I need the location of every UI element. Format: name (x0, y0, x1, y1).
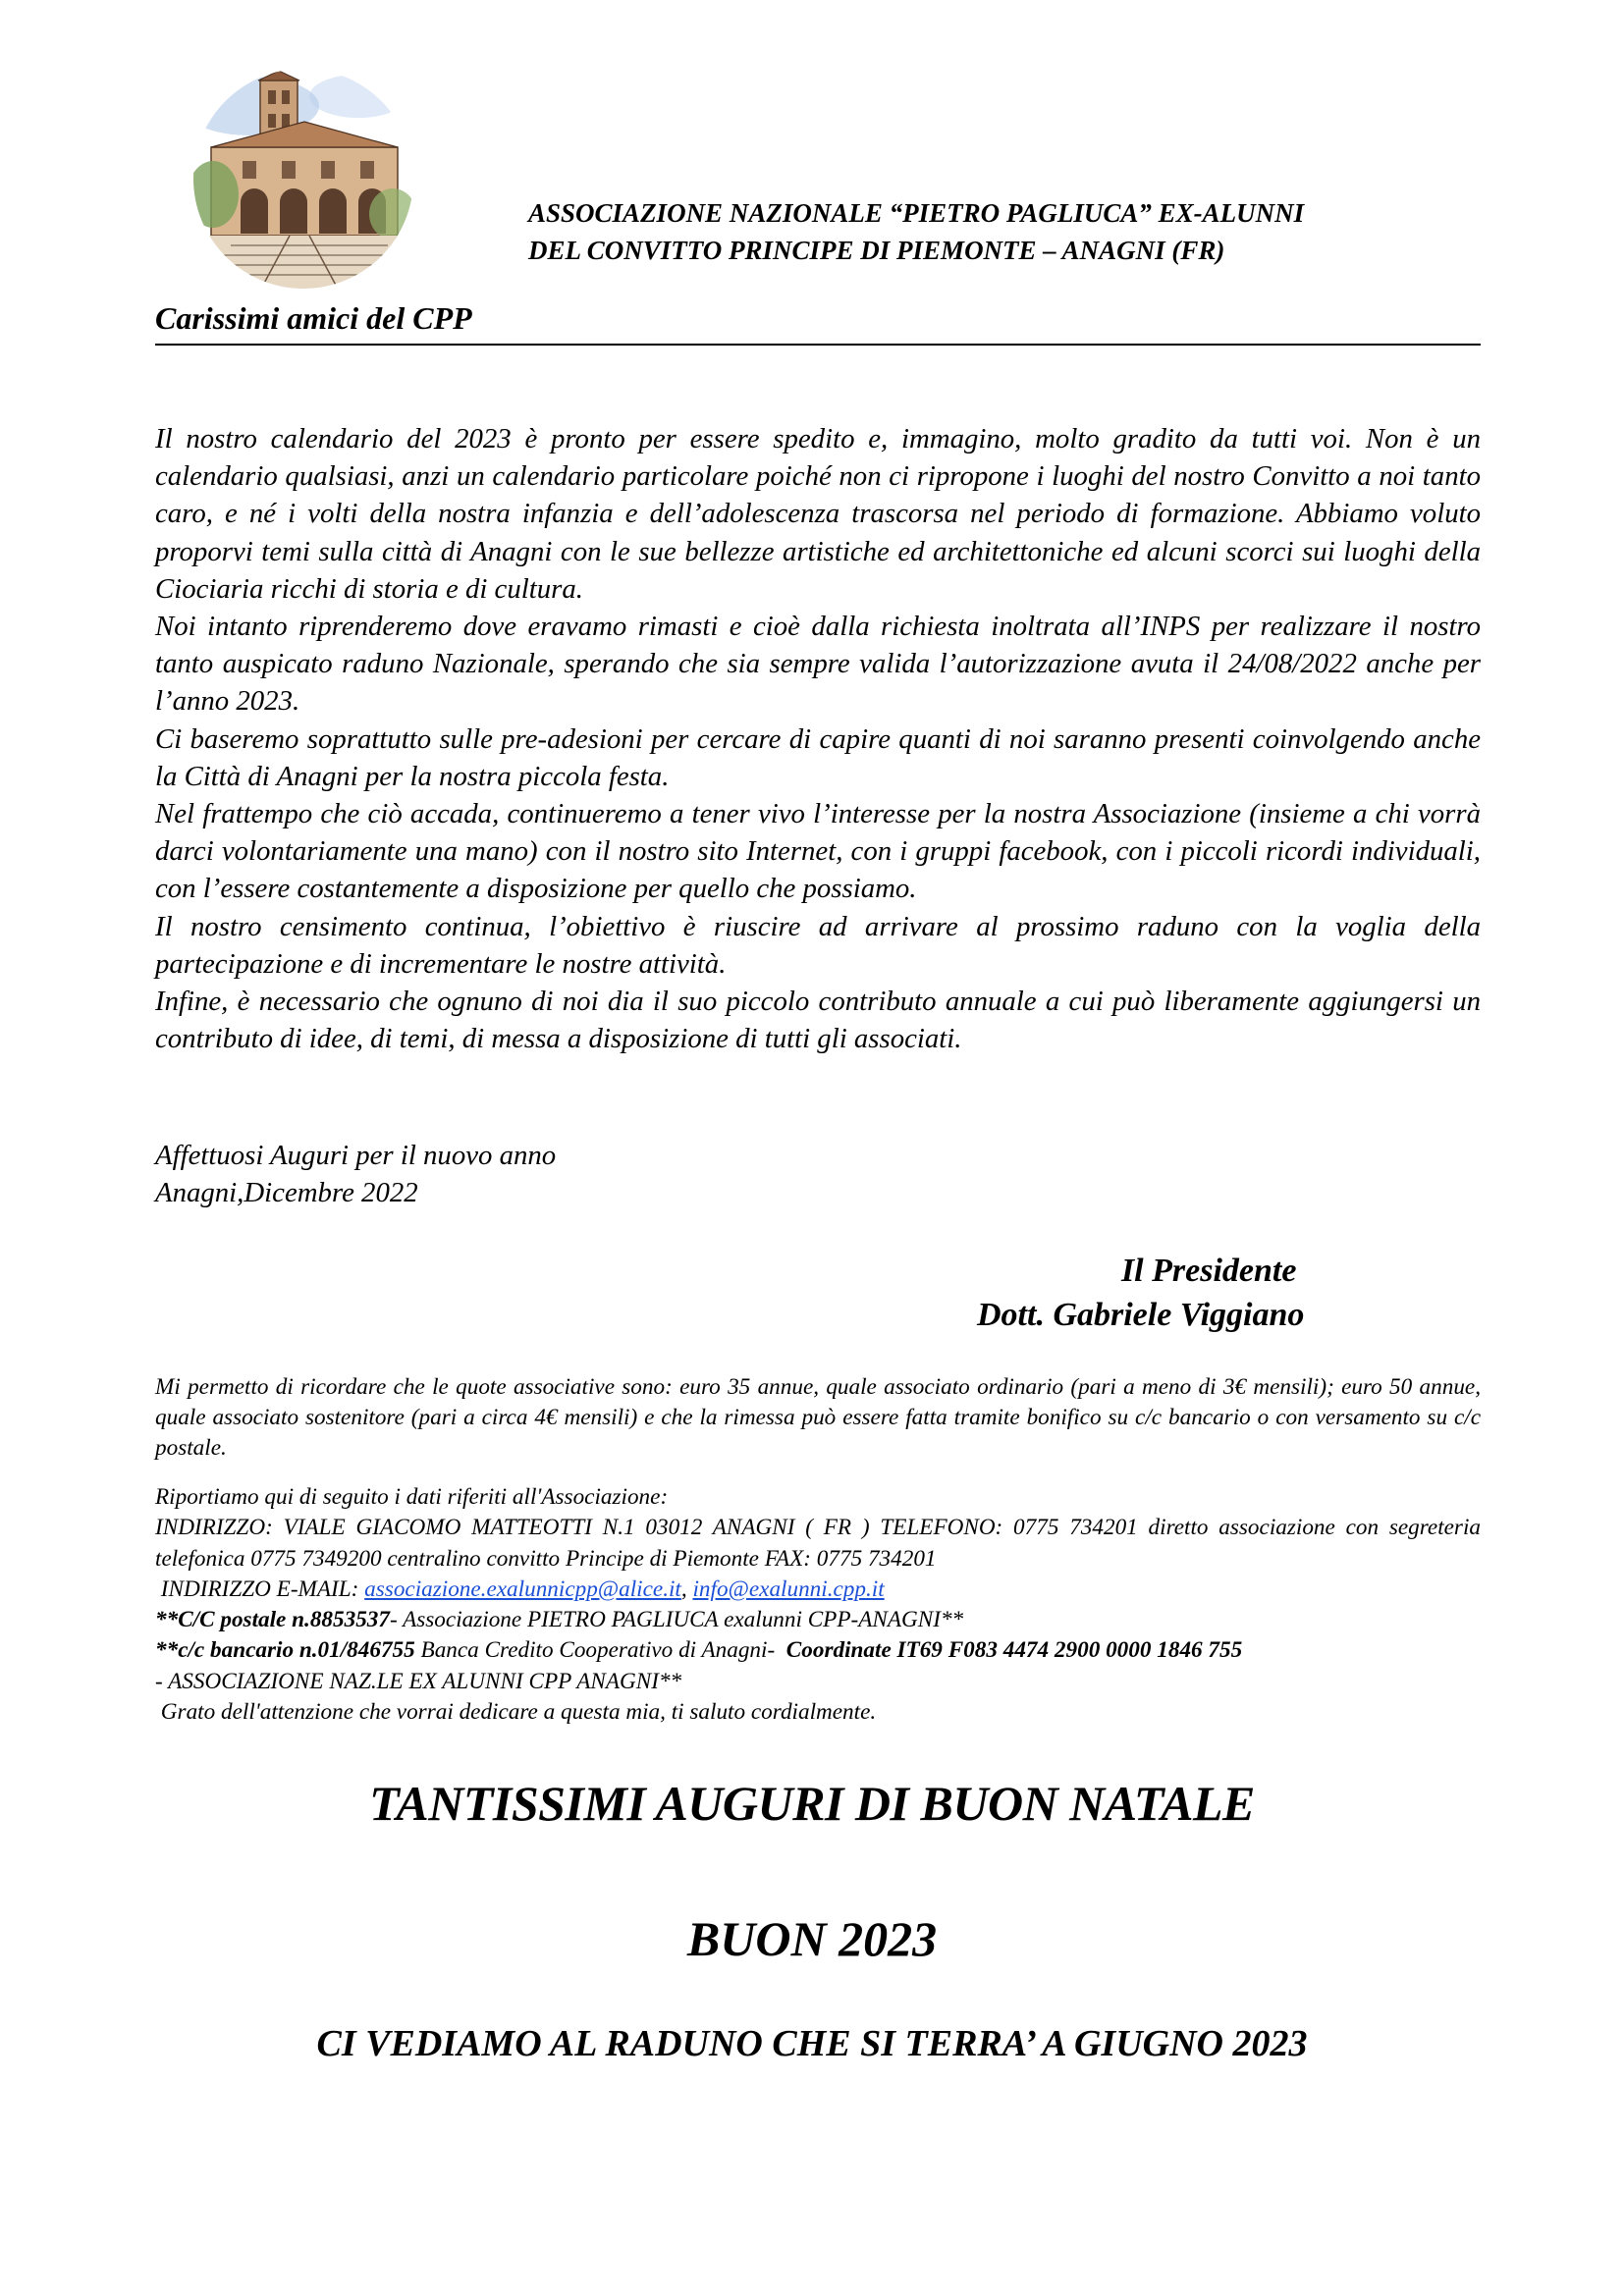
header-divider (155, 344, 1481, 346)
greeting: Carissimi amici del CPP (155, 300, 472, 336)
association-title (528, 194, 1304, 269)
letter-paragraph: Infine, è necessario che ognuno di noi dia il suo piccolo contributo annuale a cui può liberamente aggiungersi un contributo di idee, di temi, di messa a disposizione di tutti gli associati. (155, 986, 1481, 1055)
new-year-greeting: BUON 2023 (686, 1911, 938, 1966)
letter-paragraph: Nel frattempo che ciò accada, continueremo a tener vivo l’interesse per la nostra Associazione (insieme a chi vorrà darci volontariamente una mano) con il nostro sito Internet, con i gruppi facebook, con i piccoli ricordi individuali, con l’essere costantemente a disposizione per quello che possiamo. (155, 798, 1481, 905)
meeting-announcement: CI VEDIAMO AL RADUNO CHE SI TERRA’ A GIUGNO 2023 (316, 2023, 1308, 2064)
thanks-text: Grato dell'attenzione che vorrai dedicare a questa mia, ti saluto cordialmente. (160, 1699, 877, 1726)
email-label: INDIRIZZO E-MAIL: (160, 1575, 359, 1602)
letter-closing (155, 1137, 556, 1211)
closing-wishes: Affettuosi Auguri per il nuovo anno (155, 1140, 557, 1171)
letter-paragraph: Ci baseremo soprattutto sulle pre-adesioni per cercare di capire quanti di noi saranno presenti coinvolgendo anche la Città di Anagni per la nostra piccola festa. (155, 722, 1481, 792)
bank-account-number: **c/c bancario n.01/846755 (155, 1637, 415, 1664)
association-title-line1: ASSOCIAZIONE NAZIONALE “PIETRO PAGLIUCA” EX-ALUNNI (528, 198, 1305, 228)
signature-name: Dott. Gabriele Viggiano (977, 1297, 1305, 1333)
postal-account (155, 1605, 1481, 1635)
contact-email-row (155, 1575, 1481, 1605)
christmas-greeting: TANTISSIMI AUGURI DI BUON NATALE (369, 1776, 1255, 1831)
email-link-info[interactable]: info@exalunni.cpp.it (692, 1575, 885, 1602)
fees-note: Mi permetto di ricordare che le quote associative sono: euro 35 annue, quale associato ordinario (pari a meno di 3€ mensili); euro 50 annue, quale associato sostenitore (pari a circa 4€ mensili) e che la rimessa può essere fatta tramite bonifico su c/c bancario o con versamento su c/c postale. (155, 1374, 1481, 1461)
postal-account-number: **C/C postale n.8853537 (155, 1607, 390, 1633)
contact-intro: Riportiamo qui di seguito i dati riferiti all'Associazione: (155, 1484, 669, 1510)
place-date: Anagni,Dicembre 2022 (155, 1177, 418, 1209)
contact-address: INDIRIZZO: VIALE GIACOMO MATTEOTTI N.1 03012 ANAGNI ( FR ) TELEFONO: 0775 734201 diretto associazione con segreteria telefonica 0775 7349200 centralino convitto Principe di Piemonte FAX: 0775 734201 (155, 1515, 1481, 1572)
postal-account-holder: - Associazione PIETRO PAGLIUCA exalunni CPP-ANAGNI** (390, 1607, 964, 1633)
bank-iban: Coordinate IT69 F083 4474 2900 0000 1846 755 (785, 1637, 1243, 1664)
email-separator: , (680, 1575, 687, 1602)
letter-body (155, 420, 1481, 1057)
letter-paragraph: Il nostro censimento continua, l’obiettivo è riuscire ad arrivare al prossimo raduno con la voglia della partecipazione e di incrementare le nostre attività. (155, 910, 1481, 980)
association-title-line2: DEL CONVITTO PRINCIPE DI PIEMONTE – ANAGNI (FR) (528, 236, 1225, 265)
signature-role: Il Presidente (1120, 1253, 1297, 1289)
email-link-association[interactable]: associazione.exalunnicpp@alice.it (364, 1575, 681, 1602)
letter-paragraph: Noi intanto riprenderemo dove eravamo rimasti e cioè dalla richiesta inoltrata all’INPS per realizzare il nostro tanto auspicato raduno Nazionale, sperando che sia sempre valida l’autorizzazione avuta il 24/08/2022 anche per l’anno 2023. (155, 611, 1481, 718)
letter-paragraph: Il nostro calendario del 2023 è pronto per essere spedito e, immagino, molto gradito da tutti voi. Non è un calendario qualsiasi, anzi un calendario particolare poiché non ci ripropone i luoghi del nostro Convitto a noi tanto caro, e né i volti della nostra infanzia e dell’adolescenza trascorsa nel periodo di formazione. Abbiamo voluto proporvi temi sulla città di Anagni con le sue bellezze artistiche ed architettoniche ed alcuni scorci sui luoghi della Ciociaria ricchi di storia e di cultura. (155, 423, 1481, 605)
contact-info (155, 1482, 1481, 1728)
bank-account-holder: - ASSOCIAZIONE NAZ.LE EX ALUNNI CPP ANAGNI** (155, 1668, 682, 1694)
signature-block (977, 1249, 1304, 1337)
thanks-note (155, 1697, 1481, 1728)
bank-name: Banca Credito Cooperativo di Anagni- (414, 1637, 786, 1664)
convitto-logo (191, 67, 415, 291)
bank-account (155, 1635, 1481, 1666)
